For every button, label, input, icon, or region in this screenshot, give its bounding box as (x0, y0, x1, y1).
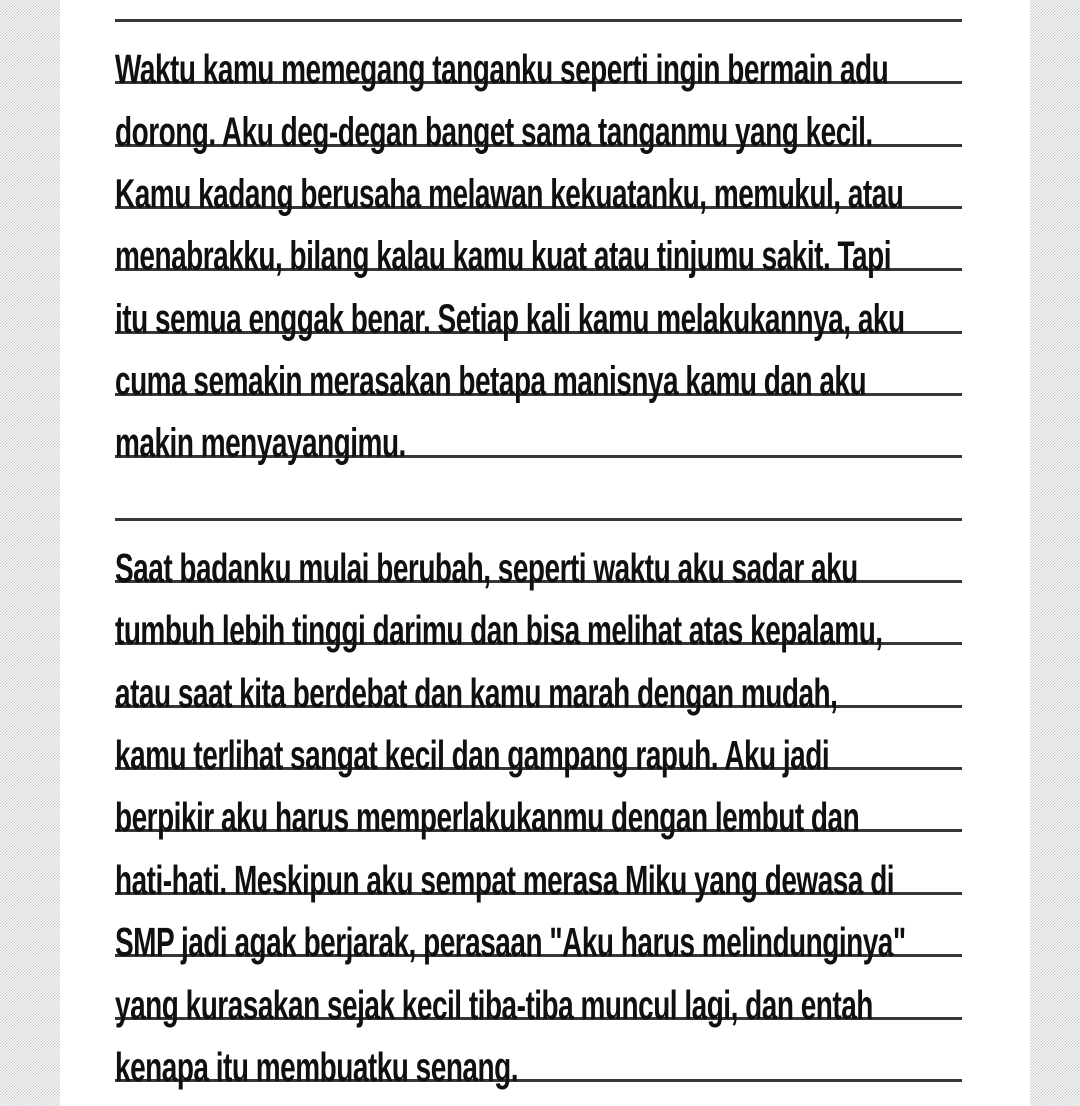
handwritten-line-text: itu semua enggak benar. Setiap kali kamu melakukannya, aku (115, 296, 905, 342)
ruled-line-top-partial (115, 0, 962, 22)
text-line (115, 583, 962, 653)
handwritten-line-text: atau saat kita berdebat dan kamu marah dengan mudah, (115, 670, 838, 716)
left-page-edge-pattern (0, 0, 60, 1106)
ruled-line-blank (115, 458, 962, 520)
text-line (115, 271, 962, 342)
handwritten-line-text: berpikir aku harus memperlakukanmu dengan lembut dan (115, 794, 860, 840)
text-line (115, 22, 962, 92)
handwritten-line-text: Kamu kadang berusaha melawan kekuatanku, memukul, atau (115, 171, 904, 217)
text-line (115, 334, 962, 404)
text-line (115, 521, 962, 591)
handwritten-line-text: kenapa itu membuatku senang. (115, 1044, 518, 1090)
handwritten-line-text: kamu terlihat sangat kecil dan gampang rapuh. Aku jadi (115, 732, 830, 778)
handwritten-line-text: cuma semakin merasakan betapa manisnya kamu dan aku (115, 358, 867, 404)
handwritten-line-text: dorong. Aku deg-degan banget sama tanganmu yang kecil. (115, 109, 873, 155)
handwritten-line-text: yang kurasakan sejak kecil tiba-tiba muncul lagi, dan entah (115, 982, 873, 1027)
text-line (115, 396, 962, 466)
text-line (115, 147, 962, 217)
text-line (115, 708, 962, 778)
handwritten-line-text: Saat badanku mulai berubah, seperti waktu aku sadar aku (115, 545, 858, 591)
handwritten-line-text: tumbuh lebih tinggi darimu dan bisa melihat atas kepalamu, (115, 607, 883, 653)
text-line (115, 770, 962, 840)
text-line (115, 645, 962, 716)
right-page-edge-pattern (1030, 0, 1080, 1106)
handwritten-line-text: Waktu kamu memegang tanganku seperti ingin bermain adu (115, 46, 889, 92)
text-line (115, 957, 962, 1027)
text-line (115, 832, 962, 903)
handwritten-text-block (115, 0, 962, 1090)
text-line (115, 895, 962, 965)
text-line (115, 1020, 962, 1090)
text-line (115, 84, 962, 155)
text-line (115, 209, 962, 279)
handwritten-line-text: hati-hati. Meskipun aku sempat merasa Miku yang dewasa di (115, 857, 895, 903)
handwritten-line-text: makin menyayangimu. (115, 420, 406, 466)
handwritten-line-text: SMP jadi agak berjarak, perasaan "Aku harus melindunginya" (115, 919, 906, 965)
handwritten-line-text: menabrakku, bilang kalau kamu kuat atau tinjumu sakit. Tapi (115, 233, 891, 279)
